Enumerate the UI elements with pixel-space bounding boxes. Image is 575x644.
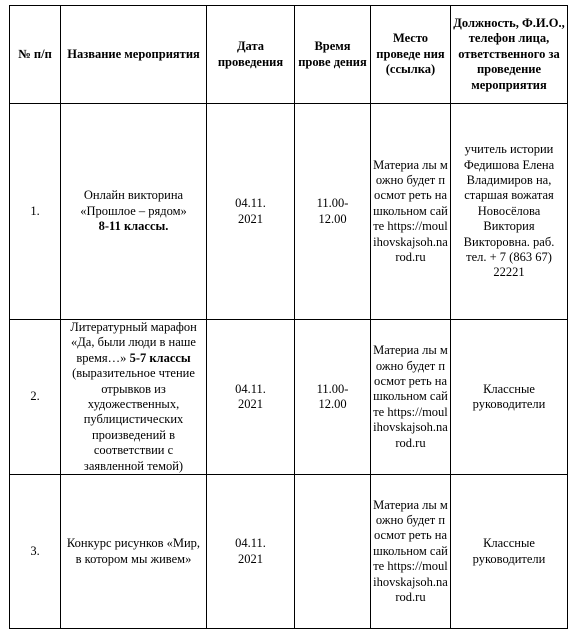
header-date: Дата проведения: [207, 6, 295, 104]
event-title: Литературный марафон «Да, были люди в наше время…»: [70, 320, 197, 365]
row-num: 1.: [10, 104, 61, 320]
row-place-link[interactable]: Материа лы можно будет посмот реть на школьном сайте https://moulihovskajsoh.narod.ru: [371, 475, 451, 629]
row-responsible: Классные руководители: [451, 320, 568, 475]
event-description: (выразительное чтение отрывков из художественных, публицистических произведений в соответствии с заявленной темой): [72, 366, 195, 473]
row-place-link[interactable]: Материа лы можно будет посмот реть на школьном сайте https://moulihovskajsoh.narod.ru: [371, 320, 451, 475]
row-num: 3.: [10, 475, 61, 629]
row-num: 2.: [10, 320, 61, 475]
row-name: [61, 104, 207, 320]
row-name: [61, 320, 207, 475]
table-row: [10, 320, 568, 475]
row-responsible: Классные руководители: [451, 475, 568, 629]
row-date: 04.11. 2021: [207, 104, 295, 320]
row-time: 11.00- 12.00: [295, 320, 371, 475]
row-place-link[interactable]: Материа лы можно будет посмот реть на школьном сайте https://moulihovskajsoh.narod.ru: [371, 104, 451, 320]
header-name: Название мероприятия: [61, 6, 207, 104]
header-place: Место проведе ния (ссылка): [371, 6, 451, 104]
table-header-row: [10, 6, 568, 104]
header-num: № п/п: [10, 6, 61, 104]
row-responsible: учитель истории Федишова Елена Владимиров на, старшая вожатая Новосёлова Виктория Викторовна. раб. тел. + 7 (863 67) 22221: [451, 104, 568, 320]
table-row: [10, 475, 568, 629]
row-name: Конкурс рисунков «Мир, в котором мы живем»: [61, 475, 207, 629]
event-grades: 8-11 классы.: [98, 219, 169, 234]
header-time: Время прове дения: [295, 6, 371, 104]
events-table: [9, 5, 568, 629]
table-row: [10, 104, 568, 320]
row-date: 04.11. 2021: [207, 320, 295, 475]
event-title: Онлайн викторина «Прошлое – рядом»: [80, 188, 187, 218]
row-time: [295, 475, 371, 629]
event-grades: 5-7 классы: [129, 350, 191, 365]
header-responsible: Должность, Ф.И.О., телефон лица, ответственного за проведение мероприятия: [451, 6, 568, 104]
row-date: 04.11. 2021: [207, 475, 295, 629]
row-time: 11.00- 12.00: [295, 104, 371, 320]
